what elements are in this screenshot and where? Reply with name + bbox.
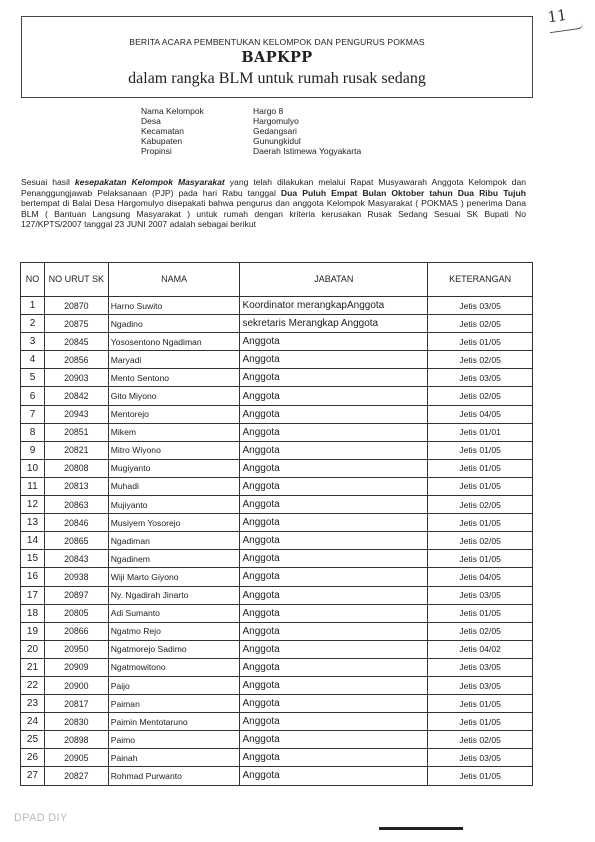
- row-number: 22: [21, 676, 45, 694]
- member-note: Jetis 03/05: [428, 586, 533, 604]
- row-number: 9: [21, 441, 45, 459]
- member-name: Painah: [108, 749, 240, 767]
- member-note: Jetis 03/05: [428, 658, 533, 676]
- sk-number: 20865: [44, 532, 108, 550]
- member-position: Anggota: [240, 459, 428, 477]
- table-row: [21, 496, 533, 514]
- member-note: Jetis 01/05: [428, 713, 533, 731]
- row-number: 16: [21, 568, 45, 586]
- member-name: Rohmad Purwanto: [108, 767, 240, 785]
- member-position: Anggota: [240, 695, 428, 713]
- sk-number: 20897: [44, 586, 108, 604]
- member-name: Mikem: [108, 423, 240, 441]
- table-row: [21, 514, 533, 532]
- page-number-mark: 11: [546, 4, 583, 33]
- member-position: Anggota: [240, 676, 428, 694]
- member-note: Jetis 04/02: [428, 640, 533, 658]
- row-number: 23: [21, 695, 45, 713]
- sk-number: 20813: [44, 477, 108, 495]
- sk-number: 20845: [44, 333, 108, 351]
- info-value: Hargo 8: [253, 106, 284, 116]
- intro-text: yang telah dilakukan melalui Rapat Musyawarah Anggota Kelompok dan Penanggungjawab Pelaksanaan (PJP) pada hari Rabu tanggal: [21, 177, 527, 198]
- sk-number: 20830: [44, 713, 108, 731]
- row-number: 18: [21, 604, 45, 622]
- member-name: Mentorejo: [108, 405, 240, 423]
- row-number: 4: [21, 351, 45, 369]
- intro-text: bertempat di Balai Desa Hargomulyo disepakati bahwa pengurus dan anggota Kelompok Masyarakat ( POKMAS ) penerima Dana BLM ( Bantuan Langsung Masyarakat ) untuk rumah dengan kriteria kerusakan Rusak Sedang Sesuai SK Bupati No 127/KPTS/2007 tanggal 23 JUNI 2007 adalah sebagai berikut: [21, 198, 526, 229]
- sk-number: 20903: [44, 369, 108, 387]
- member-note: Jetis 01/05: [428, 459, 533, 477]
- table-row: [21, 369, 533, 387]
- sk-number: 20870: [44, 297, 108, 315]
- member-name: Mitro Wiyono: [108, 441, 240, 459]
- table-row: [21, 351, 533, 369]
- member-note: Jetis 04/05: [428, 568, 533, 586]
- sk-number: 20856: [44, 351, 108, 369]
- member-name: Ngadiman: [108, 532, 240, 550]
- sk-number: 20827: [44, 767, 108, 785]
- member-note: Jetis 02/05: [428, 731, 533, 749]
- row-number: 20: [21, 640, 45, 658]
- member-name: Mugiyanto: [108, 459, 240, 477]
- member-note: Jetis 02/05: [428, 622, 533, 640]
- row-number: 7: [21, 405, 45, 423]
- table-row: [21, 767, 533, 785]
- table-row: [21, 315, 533, 333]
- member-position: Anggota: [240, 640, 428, 658]
- member-position: Anggota: [240, 532, 428, 550]
- member-position: Anggota: [240, 586, 428, 604]
- sk-number: 20863: [44, 496, 108, 514]
- sk-number: 20846: [44, 514, 108, 532]
- row-number: 14: [21, 532, 45, 550]
- table-row: [21, 532, 533, 550]
- member-name: Paijo: [108, 676, 240, 694]
- table-row: [21, 477, 533, 495]
- member-note: Jetis 03/05: [428, 297, 533, 315]
- row-number: 1: [21, 297, 45, 315]
- member-position: sekretaris Merangkap Anggota: [240, 315, 428, 333]
- member-position: Anggota: [240, 550, 428, 568]
- document-header: [21, 16, 533, 98]
- table-row: [21, 731, 533, 749]
- table-row: [21, 676, 533, 694]
- row-number: 15: [21, 550, 45, 568]
- sk-number: 20808: [44, 459, 108, 477]
- member-name: Paimo: [108, 731, 240, 749]
- sk-number: 20900: [44, 676, 108, 694]
- member-note: Jetis 02/05: [428, 532, 533, 550]
- member-name: Mujiyanto: [108, 496, 240, 514]
- table-row: [21, 658, 533, 676]
- sk-number: 20805: [44, 604, 108, 622]
- info-label: Desa: [141, 115, 161, 126]
- row-number: 5: [21, 369, 45, 387]
- member-note: Jetis 01/05: [428, 767, 533, 785]
- member-note: Jetis 01/05: [428, 477, 533, 495]
- intro-date: Dua Puluh Empat Bulan Oktober tahun Dua Ribu Tujuh: [280, 187, 526, 198]
- header-keterangan: KETERANGAN: [428, 263, 533, 297]
- member-position: Anggota: [240, 333, 428, 351]
- member-name: Muhadi: [108, 477, 240, 495]
- sk-number: 20950: [44, 640, 108, 658]
- member-position: Anggota: [240, 514, 428, 532]
- sk-number: 20851: [44, 423, 108, 441]
- row-number: 24: [21, 713, 45, 731]
- member-name: Maryadi: [108, 351, 240, 369]
- member-position: Anggota: [240, 767, 428, 785]
- sk-number: 20817: [44, 695, 108, 713]
- member-note: Jetis 03/05: [428, 676, 533, 694]
- table-row: [21, 459, 533, 477]
- row-number: 19: [21, 622, 45, 640]
- table-row: [21, 550, 533, 568]
- table-row: [21, 405, 533, 423]
- row-number: 2: [21, 315, 45, 333]
- row-number: 3: [21, 333, 45, 351]
- table-row: [21, 604, 533, 622]
- sk-number: 20943: [44, 405, 108, 423]
- info-value: Gedangsari: [253, 125, 297, 136]
- table-row: [21, 713, 533, 731]
- member-position: Anggota: [240, 351, 428, 369]
- info-label: Nama Kelompok: [141, 106, 204, 116]
- member-note: Jetis 04/05: [428, 405, 533, 423]
- table-row: [21, 387, 533, 405]
- member-position: Anggota: [240, 423, 428, 441]
- info-row: [141, 147, 361, 157]
- info-label: Propinsi: [141, 145, 172, 156]
- sk-number: 20938: [44, 568, 108, 586]
- header-jabatan: JABATAN: [240, 263, 428, 297]
- member-position: Anggota: [240, 568, 428, 586]
- member-name: Paiman: [108, 695, 240, 713]
- info-value: Daerah Istimewa Yogyakarta: [253, 145, 362, 156]
- row-number: 12: [21, 496, 45, 514]
- sk-number: 20898: [44, 731, 108, 749]
- members-table: [20, 262, 533, 786]
- sk-number: 20875: [44, 315, 108, 333]
- row-number: 25: [21, 731, 45, 749]
- document-acronym: BAPKPP: [241, 49, 313, 66]
- member-name: Adi Sumanto: [108, 604, 240, 622]
- info-value: Hargomulyo: [253, 115, 299, 126]
- footer-watermark: DPAD DIY: [14, 812, 68, 824]
- sk-number: 20909: [44, 658, 108, 676]
- row-number: 13: [21, 514, 45, 532]
- row-number: 26: [21, 749, 45, 767]
- intro-emphasis: kesepakatan Kelompok Masyarakat: [74, 177, 225, 187]
- member-name: Harno Suwito: [108, 297, 240, 315]
- member-position: Anggota: [240, 496, 428, 514]
- member-position: Anggota: [240, 369, 428, 387]
- member-note: Jetis 03/05: [428, 749, 533, 767]
- member-position: Anggota: [240, 477, 428, 495]
- member-name: Yososentono Ngadiman: [108, 333, 240, 351]
- sk-number: 20866: [44, 622, 108, 640]
- table-row: [21, 441, 533, 459]
- member-name: Ngatmo Rejo: [108, 622, 240, 640]
- member-name: Ngadinem: [108, 550, 240, 568]
- table-header-row: [21, 263, 533, 297]
- member-note: Jetis 01/01: [428, 423, 533, 441]
- member-position: Anggota: [240, 622, 428, 640]
- member-name: Ny. Ngadirah Jinarto: [108, 586, 240, 604]
- member-note: Jetis 01/05: [428, 550, 533, 568]
- member-note: Jetis 01/05: [428, 695, 533, 713]
- member-position: Anggota: [240, 387, 428, 405]
- member-position: Anggota: [240, 405, 428, 423]
- member-note: Jetis 02/05: [428, 315, 533, 333]
- document-subtitle: dalam rangka BLM untuk rumah rusak sedang: [128, 70, 426, 87]
- group-info: [141, 107, 361, 157]
- info-row: [141, 107, 361, 117]
- info-label: Kecamatan: [141, 125, 184, 136]
- table-row: [21, 297, 533, 315]
- table-row: [21, 640, 533, 658]
- member-note: Jetis 01/05: [428, 514, 533, 532]
- row-number: 21: [21, 658, 45, 676]
- member-name: Mento Sentono: [108, 369, 240, 387]
- table-row: [21, 586, 533, 604]
- row-number: 10: [21, 459, 45, 477]
- header-no: NO: [21, 263, 45, 297]
- member-note: Jetis 01/05: [428, 441, 533, 459]
- member-name: Musiyem Yosorejo: [108, 514, 240, 532]
- intro-text: Sesuai hasil: [21, 177, 75, 187]
- member-note: Jetis 02/05: [428, 387, 533, 405]
- row-number: 6: [21, 387, 45, 405]
- member-position: Anggota: [240, 749, 428, 767]
- member-position: Koordinator merangkapAnggota: [240, 297, 428, 315]
- footer-divider: [379, 827, 463, 830]
- sk-number: 20905: [44, 749, 108, 767]
- info-label: Kabupaten: [141, 135, 183, 146]
- member-position: Anggota: [240, 604, 428, 622]
- member-note: Jetis 02/05: [428, 496, 533, 514]
- row-number: 8: [21, 423, 45, 441]
- table-row: [21, 695, 533, 713]
- intro-paragraph: [21, 177, 526, 230]
- member-position: Anggota: [240, 713, 428, 731]
- sk-number: 20843: [44, 550, 108, 568]
- table-row: [21, 333, 533, 351]
- table-row: [21, 568, 533, 586]
- member-note: Jetis 01/05: [428, 333, 533, 351]
- row-number: 11: [21, 477, 45, 495]
- member-name: Ngadino: [108, 315, 240, 333]
- member-note: Jetis 01/05: [428, 604, 533, 622]
- member-note: Jetis 03/05: [428, 369, 533, 387]
- member-name: Ngatmorejo Sadimo: [108, 640, 240, 658]
- member-note: Jetis 02/05: [428, 351, 533, 369]
- member-name: Wiji Marto Giyono: [108, 568, 240, 586]
- member-position: Anggota: [240, 731, 428, 749]
- member-name: Gito Miyono: [108, 387, 240, 405]
- info-value: Gunungkidul: [253, 135, 301, 146]
- header-nama: NAMA: [108, 263, 240, 297]
- table-row: [21, 749, 533, 767]
- member-name: Ngatmowitono: [108, 658, 240, 676]
- document-title: BERITA ACARA PEMBENTUKAN KELOMPOK DAN PENGURUS POKMAS: [129, 37, 425, 47]
- member-position: Anggota: [240, 441, 428, 459]
- row-number: 17: [21, 586, 45, 604]
- row-number: 27: [21, 767, 45, 785]
- table-row: [21, 423, 533, 441]
- header-sk: NO URUT SK: [44, 263, 108, 297]
- sk-number: 20821: [44, 441, 108, 459]
- member-name: Paimin Mentotaruno: [108, 713, 240, 731]
- sk-number: 20842: [44, 387, 108, 405]
- member-position: Anggota: [240, 658, 428, 676]
- table-row: [21, 622, 533, 640]
